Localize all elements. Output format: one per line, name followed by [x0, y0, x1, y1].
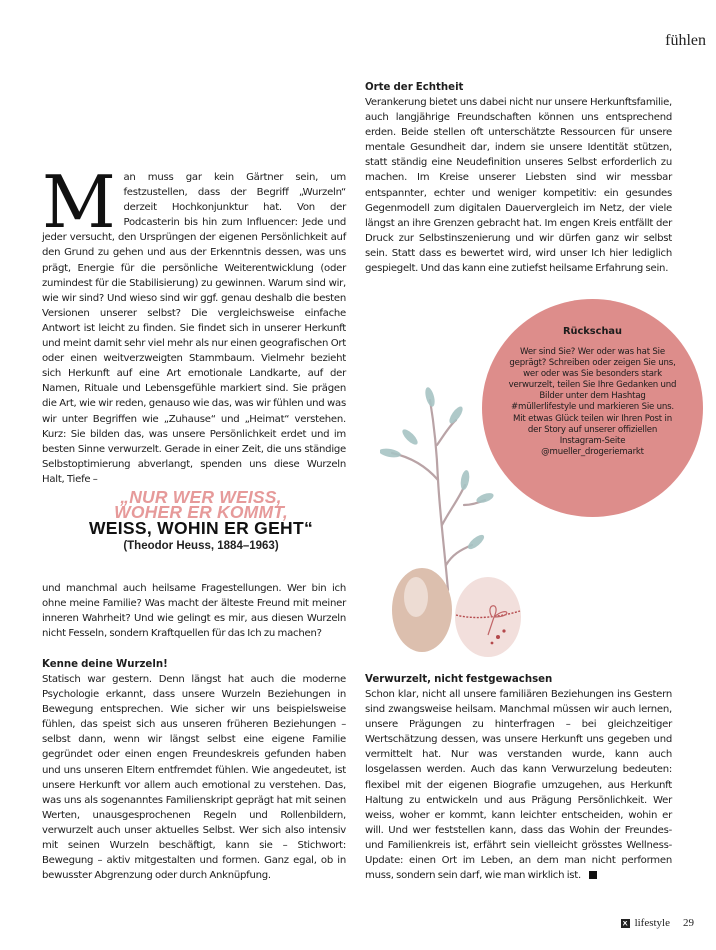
section-authenticity: [365, 80, 672, 276]
section-paragraph: Schon klar, nicht all unsere familiären Beziehungen ins Gestern sind zwangsweise heilsam. Manchmal müssen wir auch lernen, unsere Prägungen zu hinterfragen – bei gleichzeitiger Wertschätzung dessen, was unsere Herkunft uns gegeben und vermittelt hat. Nur was verstanden wurde, kann auch losgelassen werden. Auch das kann Verwurzelung bedeuten: flexibel mit der eigenen Biografie umzugehen, aus Herkunft Haltung zu entwickeln und aus Prägung Persönlichkeit. Wer weiss, woher er kommt, kann leichter entscheiden, wohin er will. Und wer feststellen kann, dass das Wohin der Freundes- und Familienkreis ist, erfährt sein vielleicht grösstes Wellness-Update: einen Ort im Leben, an dem man nicht performen muss, sondern sein darf, wie man wirklich ist.: [365, 689, 672, 882]
drop-cap: M: [42, 160, 116, 244]
section-rooted: [365, 672, 672, 883]
continuation-block: [42, 581, 346, 641]
section-heading: Orte der Echtheit: [365, 82, 464, 93]
end-mark-icon: [589, 871, 597, 879]
pull-quote-line-1: „NUR WER WEISS,: [120, 487, 282, 507]
section-paragraph: Verankerung bietet uns dabei nicht nur unsere Herkunftsfamilie, auch langjährige Freundschaften können uns entsprechend erden. Beide stellen oft unterschätzte Ressourcen für unsere mentale Gesundheit dar, indem sie unsere Identität stützen, statt ständig eine Neudefinition unseres Selbst erforderlich zu machen. Im Kreise unserer Liebsten sind wir messbar entspannter, echter und weniger kompetitiv: ein gesundes Gegenmodell zum digitalen Dauervergleich im Netz, der viele längst an ihre Grenzen gebracht hat. Im engen Kreis entfällt der Druck zur Selbstinszenierung und wir dürfen ganz wir selbst sein. Statt dass es bewertet wird, wird unser Ich hier lediglich gespiegelt. Und das kann eine zutiefst heilsame Erfahrung sein.: [365, 97, 672, 275]
section-roots: [42, 657, 346, 883]
pull-quote-attribution: (Theodor Heuss, 1884–1963): [123, 540, 279, 552]
magazine-name: lifestyle: [634, 917, 670, 929]
easter-eggs-branch-icon: [380, 385, 530, 665]
callout-text: Wer sind Sie? Wer oder was hat Sie geprägt? Schreiben oder zeigen Sie uns, wer oder was Sie besonders stark verwurzelt, teilen Sie Ihre Gedanken und Bilder unter dem Hashtag #müllerlifestyle und markieren Sie uns. Mit etwas Glück teilen wir Ihren Post in der Story auf unserer offiziellen Instagram-Seite @mueller_drogeriemarkt: [508, 347, 677, 457]
intro-block: [42, 160, 346, 487]
branch-icon: [392, 400, 485, 590]
pull-quote-line-2: WOHER ER KOMMT,: [114, 502, 288, 522]
continuation-paragraph: und manchmal auch heilsame Fragestellungen. Wer bin ich ohne meine Familie? Was macht der älteste Freund mit meiner inneren Wahrheit? Und wie gelingt es mir, aus diesen Wurzeln nicht Fesseln, sondern Kraftquellen für das Ich zu machen?: [42, 583, 346, 640]
section-paragraph: Statisch war gestern. Denn längst hat auch die moderne Psychologie erkannt, dass unsere Wurzeln Beziehungen in Bewegung entsprechen. Wie sicher wir uns beispielsweise fühlen, das speist sich aus unseren früheren Beziehungen – selbst dann, wenn wir längst selbst eine eigene Familie gegründet oder einen engen Freundeskreis gefunden haben und uns unseren Eltern entfremdet fühlen. Wie angedeutet, ist unsere Herkunft vor allem auch emotional zu verstehen. Das, was uns als sogenanntes Familienskript geprägt hat mit seinen Werten, unausgesprochenen Regeln und Rollenbildern, verwurzelt auch unser aktuelles Selbst. Wer sich also intensiv mit seinen Wurzeln beschäftigt, kann sie – Stichwort: Bewegung – aktiv mitgestalten und formen. Ganz egal, ob in bewusster Abgrenzung oder durch Anknüpfung.: [42, 674, 346, 882]
pull-quote: [70, 487, 332, 554]
section-label: fühlen: [665, 32, 706, 49]
intro-paragraph: an muss gar kein Gärtner sein, um festzustellen, dass der Begriff „Wurzeln“ derzeit Hochkonjunktur hat. Von der Podcasterin bis hin zum Influencer: Jede und jeder versucht, den Ursprüngen der eigenen Persönlichkeit auf den Grund zu gehen und aus der Erkenntnis dessen, was uns prägt, Energie für die persönliche Weiterentwicklung (oder zumindest für die Stabilisierung) zu gewinnen. Warum sind wir, wie wir sind? Und wieso sind wir ggf. genau deshalb die besten Versionen unserer selbst? Die vergleichsweise einfache Antwort ist leicht zu finden. Sie findet sich in unserer Herkunft und meint damit sehr viel mehr als nur einen geografischen Ort oder einen weitverzweigten Stammbaum. Vielmehr bezieht sich Herkunft auf eine Art emotionale Landkarte, auf der Namen, Rituale und Lebensgefühle markiert sind. Sie prägen die Art, wie wir reden, genauso wie das, was wir fühlen und was wir unter Begriffen wie „Zuhause“ und „Heimat“ verstehen. Kurz: Sie bilden das, was unsere Persönlichkeit erdet und im besten Sinne verwurzelt. Gerade in einer Zeit, die uns ständige Selbstoptimierung abverlangt, spenden uns diese Wurzeln Halt, Tiefe –: [42, 172, 346, 485]
section-heading: Verwurzelt, nicht festgewachsen: [365, 674, 553, 685]
page-footer: [621, 917, 694, 929]
callout-title: Rückschau: [562, 326, 623, 337]
section-heading: Kenne deine Wurzeln!: [42, 659, 168, 670]
page-number: 29: [683, 917, 694, 929]
pull-quote-line-3: WEISS, WOHIN ER GEHT“: [88, 518, 314, 538]
mueller-logo-icon: [621, 919, 630, 928]
